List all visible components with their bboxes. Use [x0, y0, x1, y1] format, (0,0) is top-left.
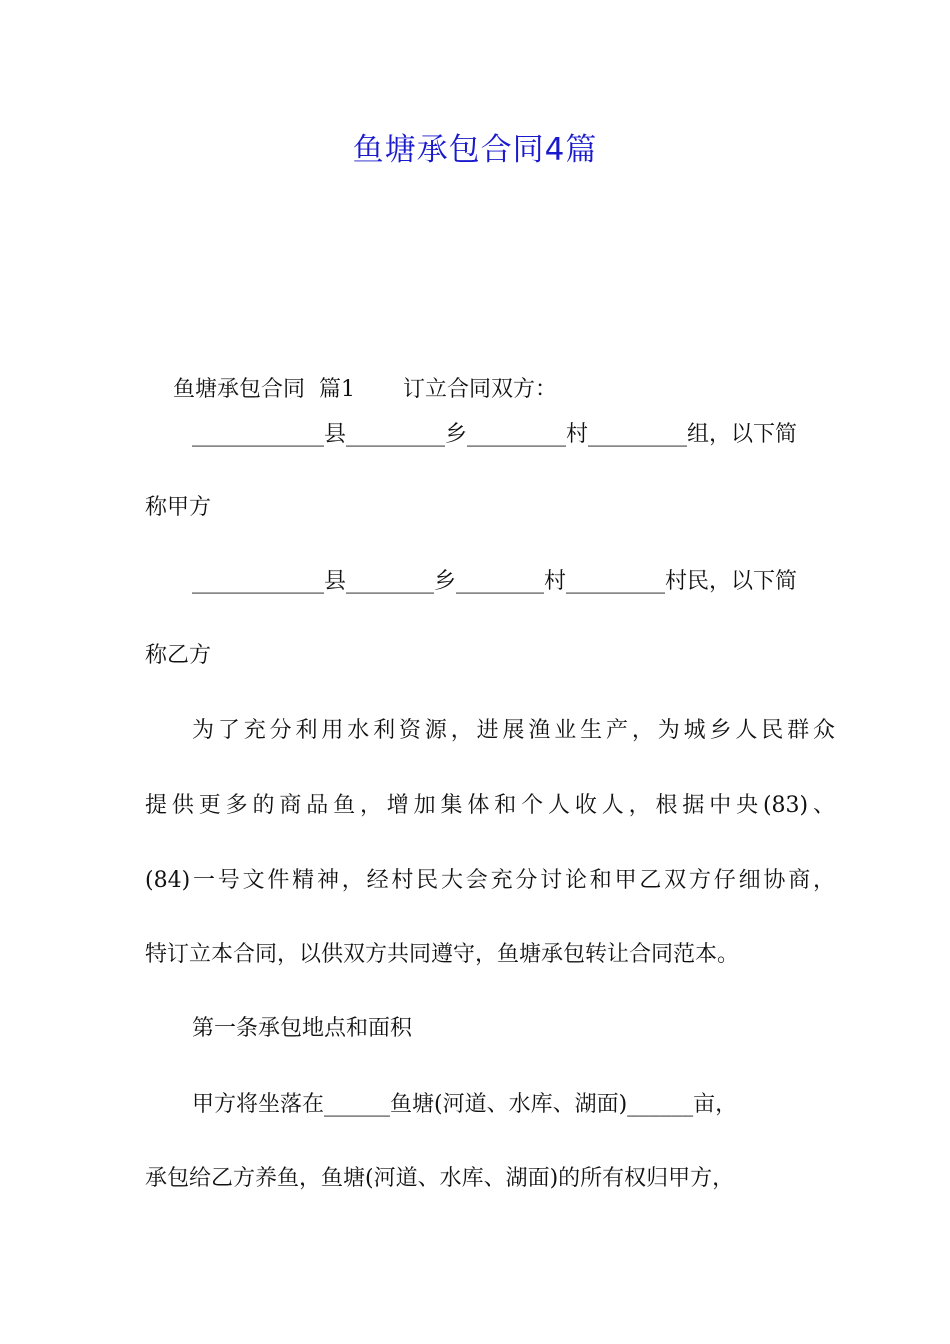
article-heading: 第一条承包地点和面积 [192, 1016, 413, 1041]
paragraph-line: 承包给乙方养鱼，鱼塘(河道、水库、湖面)的所有权归甲方， [145, 1166, 735, 1191]
parties-label: 订立合同双方： [402, 377, 557, 402]
section-heading: 鱼塘承包合同 篇1 [172, 377, 355, 402]
paragraph-line: (84)一号文件精神，经村民大会充分讨论和甲乙双方仔细协商， [145, 868, 835, 893]
party-b-address-line: ____________县________乡________村_________村民，以下简 [192, 569, 798, 594]
document-title: 鱼塘承包合同4篇 [352, 132, 598, 168]
paragraph-line: 特订立本合同，以供双方共同遵守，鱼塘承包转让合同范本。 [145, 942, 740, 967]
party-b-label-line: 称乙方 [145, 643, 212, 668]
paragraph-line: 甲方将坐落在______鱼塘(河道、水库、湖面)______亩， [192, 1092, 738, 1117]
paragraph-line: 为了充分利用水利资源，进展渔业生产，为城乡人民群众 [192, 718, 835, 743]
party-a-label-line: 称甲方 [145, 495, 212, 520]
paragraph-line: 提供更多的商品鱼，增加集体和个人收人，根据中央(83)、 [145, 793, 835, 818]
party-a-address-line: ____________县_________乡_________村_________组，以下简 [192, 422, 798, 447]
